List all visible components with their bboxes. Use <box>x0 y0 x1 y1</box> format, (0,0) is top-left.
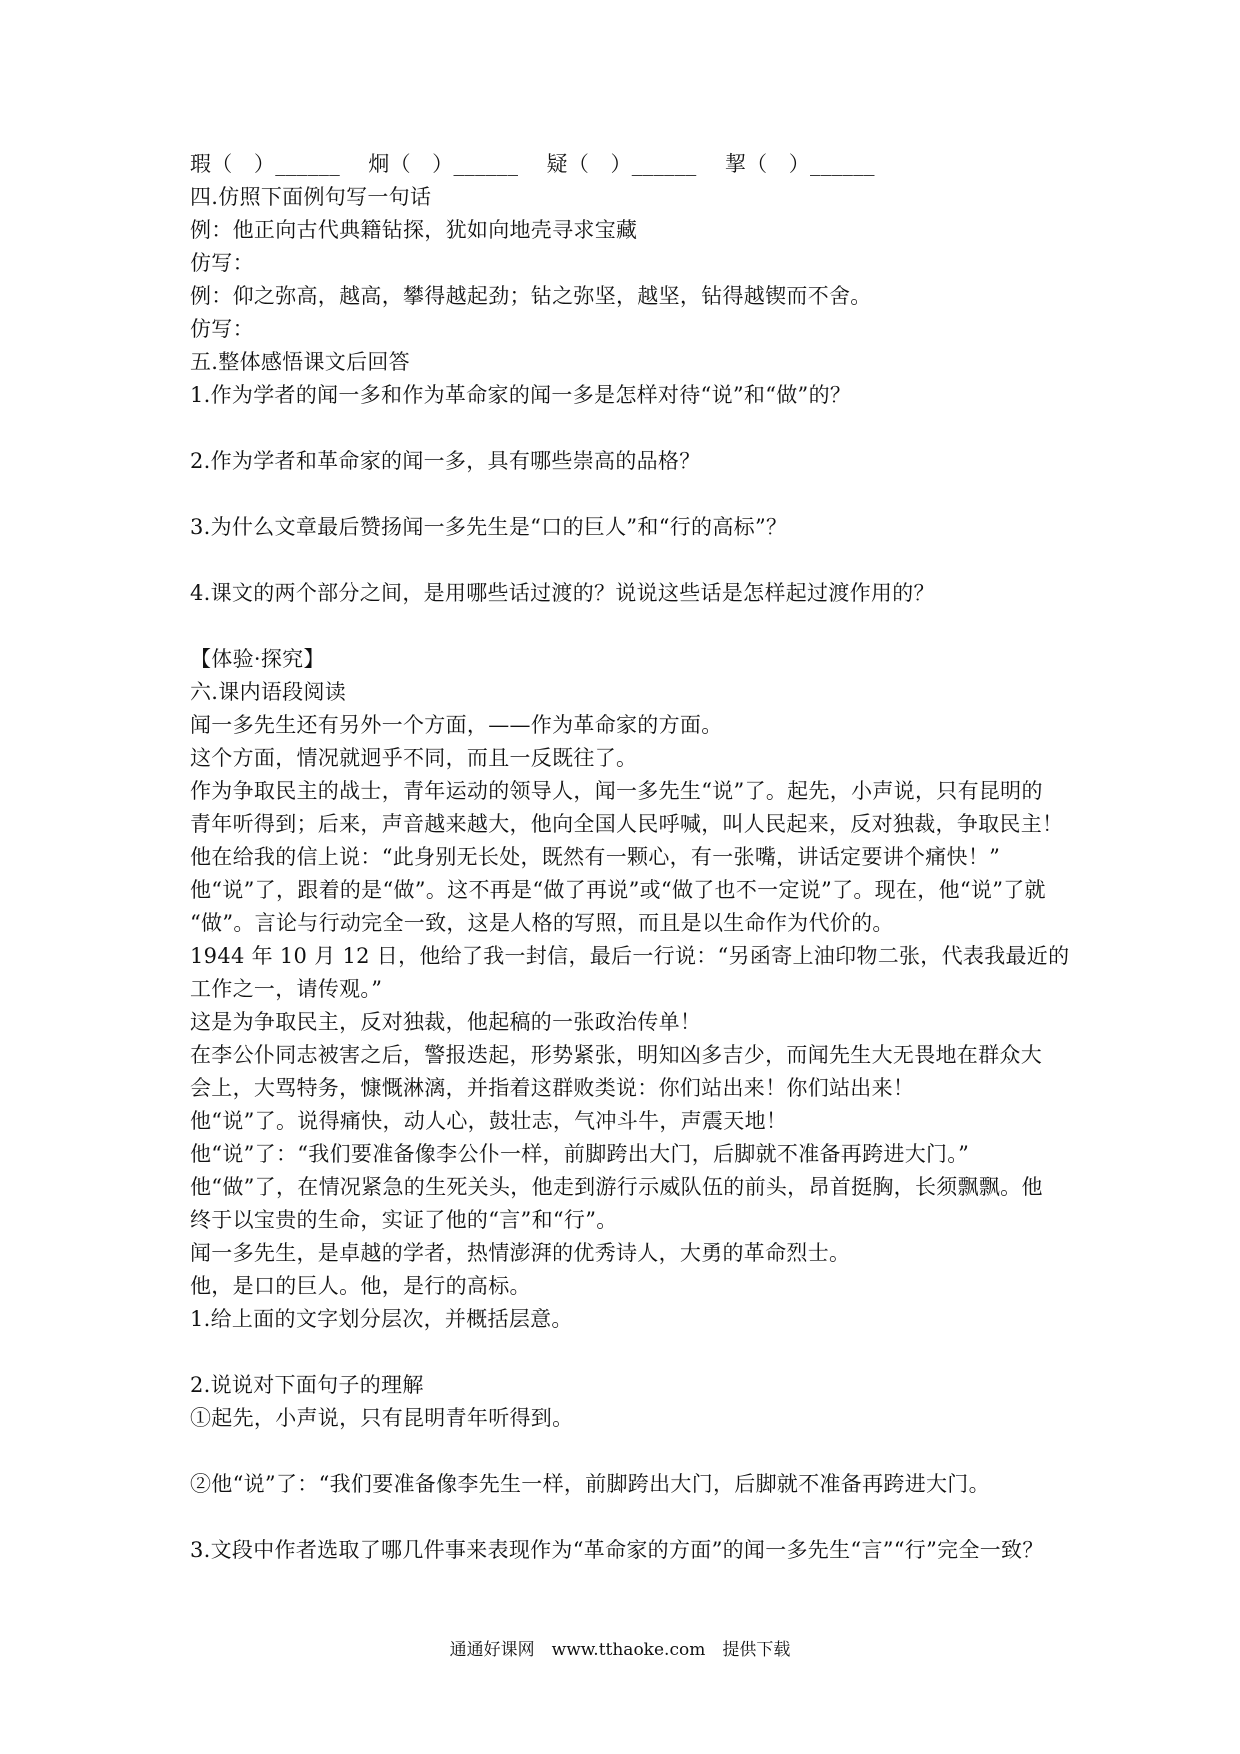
text-line: 1.作为学者的闻一多和作为革命家的闻一多是怎样对待“说”和“做”的？ <box>190 383 852 407</box>
text-line: 会上，大骂特务，慷慨淋漓，并指着这群败类说：你们站出来！你们站出来！ <box>190 1076 915 1100</box>
text-line: 例：他正向古代典籍钻探，犹如向地壳寻求宝藏 <box>190 218 638 242</box>
page-footer: 通通好课网 www.tthaoke.com 提供下载 <box>449 1640 791 1660</box>
text-line: 仿写： <box>190 251 254 275</box>
text-line: 这个方面，情况就迥乎不同，而且一反既往了。 <box>190 746 638 770</box>
blank-answer-space <box>190 478 1070 511</box>
text-line: 闻一多先生还有另外一个方面，——作为革命家的方面。 <box>190 713 723 737</box>
text-line: 他，是口的巨人。他，是行的高标。 <box>190 1274 531 1298</box>
text-line: “做”。言论与行动完全一致，这是人格的写照，而且是以生命作为代价的。 <box>190 911 894 935</box>
text-line: 作为争取民主的战士，青年运动的领导人，闻一多先生“说”了。起先，小声说，只有昆明的 <box>190 779 1043 803</box>
text-line: 3.为什么文章最后赞扬闻一多先生是“口的巨人”和“行的高标”？ <box>190 515 788 539</box>
text-line: 他“说”了：“我们要准备像李公仆一样，前脚跨出大门，后脚就不准备再跨进大门。” <box>190 1142 970 1166</box>
text-line: 1944 年 10 月 12 日，他给了我一封信，最后一行说：“另函寄上油印物二张，代表我最近的 <box>190 944 1070 968</box>
text-line: 工作之一，请传观。” <box>190 977 383 1001</box>
text-line: 五.整体感悟课文后回答 <box>190 350 410 374</box>
text-line: 4.课文的两个部分之间，是用哪些话过渡的？说说这些话是怎样起过渡作用的？ <box>190 581 935 605</box>
text-line: 1.给上面的文字划分层次，并概括层意。 <box>190 1307 573 1331</box>
blank-answer-space <box>190 610 1070 643</box>
text-line: 仿写： <box>190 317 254 341</box>
text-line: 闻一多先生，是卓越的学者，热情澎湃的优秀诗人，大勇的革命烈士。 <box>190 1241 851 1265</box>
blank-answer-space <box>190 1336 1070 1369</box>
text-line: 终于以宝贵的生命，实证了他的“言”和“行”。 <box>190 1208 618 1232</box>
text-line: 他“说”了。说得痛快，动人心，鼓壮志，气冲斗牛，声震天地！ <box>190 1109 788 1133</box>
text-line: 六.课内语段阅读 <box>190 680 347 704</box>
text-line: 在李公仆同志被害之后，警报迭起，形势紧张，明知凶多吉少，而闻先生大无畏地在群众大 <box>190 1043 1042 1067</box>
text-line: 例：仰之弥高，越高，攀得越起劲；钻之弥坚，越坚，钻得越锲而不舍。 <box>190 284 872 308</box>
text-line: 瑕（ ）______ 炯（ ）______ 疑（ ）______ 挈（ ）______ <box>190 152 875 176</box>
text-line: 四.仿照下面例句写一句话 <box>190 185 432 209</box>
text-line: ①起先，小声说，只有昆明青年听得到。 <box>190 1406 574 1430</box>
text-line: 他“做”了，在情况紧急的生死关头，他走到游行示威队伍的前头，昂首挺胸，长须飘飘。他 <box>190 1175 1043 1199</box>
blank-answer-space <box>190 1501 1070 1534</box>
text-line: 这是为争取民主，反对独裁，他起稿的一张政治传单！ <box>190 1010 702 1034</box>
text-line: 他“说”了，跟着的是“做”。这不再是“做了再说”或“做了也不一定说”了。现在，他“说”了就 <box>190 878 1046 902</box>
text-line: 3.文段中作者选取了哪几件事来表现作为“革命家的方面”的闻一多先生“言”“行”完全一致？ <box>190 1538 1044 1562</box>
text-line: 2.作为学者和革命家的闻一多，具有哪些崇高的品格？ <box>190 449 701 473</box>
text-line: 2.说说对下面句子的理解 <box>190 1373 424 1397</box>
blank-answer-space <box>190 1435 1070 1468</box>
text-line: 他在给我的信上说：“此身别无长处，既然有一颗心，有一张嘴，讲话定要讲个痛快！” <box>190 845 1001 869</box>
text-line: ②他“说”了：“我们要准备像李先生一样，前脚跨出大门，后脚就不准备再跨进大门。 <box>190 1472 990 1496</box>
blank-answer-space <box>190 412 1070 445</box>
document-body <box>190 148 1070 1567</box>
blank-answer-space <box>190 544 1070 577</box>
text-line: 【体验·探究】 <box>190 647 325 671</box>
text-line: 青年听得到；后来，声音越来越大，他向全国人民呼喊，叫人民起来，反对独裁，争取民主！ <box>190 812 1064 836</box>
